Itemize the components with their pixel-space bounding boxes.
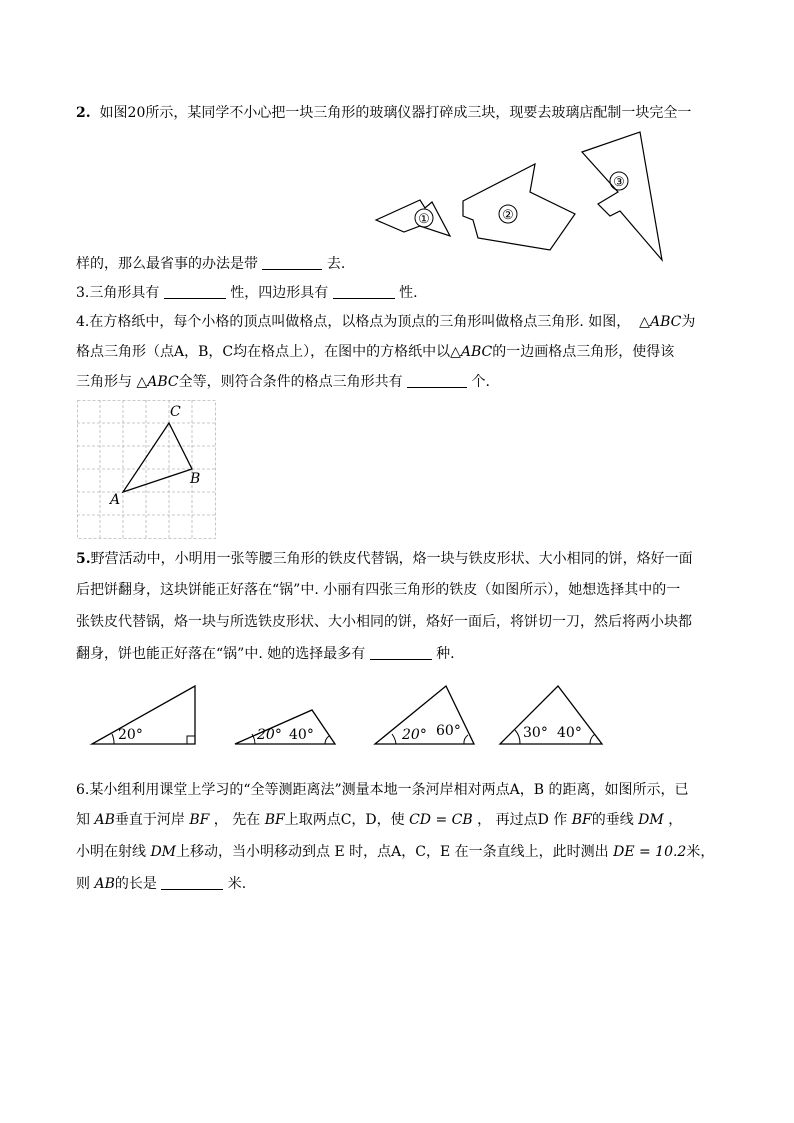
q4-text-line1d: 为 [681,314,696,330]
q4-abc-2: △ABC [450,344,493,360]
q4-grid-lines [77,400,216,539]
q6-text-line2i: ， 再过点D 作 [477,812,568,828]
q5-text-line1: 野营活动中，小明用一张等腰三角形的铁皮代替锅，烙一块与铁皮形状、大小相同的饼，烙好一面 [90,551,693,567]
q6-ab-2: AB [94,876,115,892]
q5-answer-blank[interactable] [370,645,432,660]
q4-text-line3d: 个. [471,374,490,390]
q2-text-line2a: 样的，那么最省事的办法是带 [76,256,258,272]
q5-number: 5. [76,551,91,567]
q6-line1 [76,781,689,799]
q6-ab-1: AB [94,812,115,828]
q2-text-line2b: 去. [326,256,346,272]
q4-label-a: A [110,492,121,508]
q4-text-line2a: 格点三角形（点A，B，C均在格点上），在图中的方格纸中以 [76,344,451,360]
q5-triangle-1 [92,686,195,744]
q4-label-c: C [170,404,181,420]
q4-abc-1: ABC [649,314,682,330]
q6-text-line2k: 的垂线 [591,812,634,828]
q5-triangle-4 [500,686,602,744]
q6-text-line2m: ， [668,812,683,828]
q4-line2 [76,343,674,361]
q4-answer-blank[interactable] [407,373,467,388]
q5-line3 [76,613,692,631]
q6-text-line4d: 米. [227,876,247,892]
glass-piece-2 [463,164,575,250]
q6-line2 [76,811,682,829]
q5-t2-angle-1: 20° [257,727,282,743]
q6-line4 [76,875,246,893]
glass-piece-1 [376,200,450,236]
q2-line2 [76,255,345,273]
glass-piece-3 [582,132,662,260]
q6-dm-2: DM [150,844,177,860]
q6-text-line2a: 知 [76,812,90,828]
q2-text-line1: 如图20所示，某同学不小心把一块三角形的玻璃仪器打碎成三块，现要去玻璃店配制一块完全一 [99,105,692,121]
q6-line3 [76,843,714,861]
q5-t2-angle-2: 40° [289,727,314,743]
q4-abc-3: △ABC [136,374,179,390]
q4-line3 [76,373,490,391]
q5-triangle-3 [375,686,474,744]
q5-text-line4b: 种. [436,646,455,662]
q6-bf-3: BF [571,812,592,828]
q4-text-line1a: 4.在方格纸中，每个小格的顶点叫做格点，以格点为顶点的三角形叫做格点三角形. 如图， [76,314,631,330]
q5-t4-angle-2: 40° [557,725,582,741]
q6-answer-blank[interactable] [161,875,223,890]
q6-de-value: DE = 10.2 [613,844,687,860]
glass-piece-1-label: ① [418,212,430,227]
q4-text-line3a: 三角形与 [76,374,132,390]
q3-answer-blank-2[interactable] [333,284,395,299]
q4-triangle-symbol: △ [639,314,650,330]
glass-piece-2-label: ② [502,208,514,223]
q4-grid-figure [77,400,217,540]
q5-line4 [76,645,455,663]
q6-text-line4a: 则 [76,876,90,892]
q3-answer-blank-1[interactable] [164,284,226,299]
q5-triangles-figure [90,684,610,749]
q6-text-line3c: 上移动，当小明移动到点 E 时，点A，C，E 在一条直线上，此时测出 [176,844,609,860]
q2-line1 [76,104,691,122]
q6-text-line4c: 的长是 [114,876,157,892]
glass-piece-3-label: ③ [613,175,625,190]
q4-text-line2c: 的一边画格点三角形，使得该 [492,344,675,360]
q6-cd-eq-cb: CD = CB [409,812,473,828]
q3-text-b: 性，四边形具有 [230,285,329,301]
q6-text-line3e: 米， [686,844,715,860]
q6-text-line3a: 小明在射线 [76,844,146,860]
q6-text-line1: 6.某小组利用课堂上学习的“全等测距离法”测量本地一条河岸相对两点A，B 的距离，如图所示，已 [76,782,689,798]
q4-triangle-abc [123,423,192,492]
q6-text-line2c: 垂直于河岸 [114,812,185,828]
q6-text-line2e: ， 先在 [213,812,261,828]
q2-answer-blank[interactable] [262,255,322,270]
q5-t3-angle-2: 60° [436,723,461,739]
q5-text-line3: 张铁皮代替锅，烙一块与所选铁皮形状、大小相同的饼，烙好一面后，将饼切一刀，然后将两小块都 [76,614,692,630]
q6-bf-2: BF [264,812,285,828]
q5-t1-angle-1: 20° [118,727,143,743]
q6-bf-1: BF [189,812,210,828]
q5-text-line2: 后把饼翻身，这块饼能正好落在“锅”中. 小丽有四张三角形的铁皮（如图所示），她想选择其中的一 [76,582,681,598]
q4-label-b: B [190,471,201,487]
q5-line2 [76,581,680,599]
q5-triangle-2 [235,710,335,744]
q3-text-c: 性. [399,285,418,301]
q3-line [76,284,418,302]
broken-glass-figure [370,128,670,268]
q6-dm-1: DM [638,812,664,828]
q4-line1 [76,313,695,331]
q5-line1 [76,550,693,568]
q6-text-line2g: 上取两点C，D，使 [284,812,405,828]
q5-t4-angle-1: 30° [523,725,548,741]
q5-text-line4a: 翻身，饼也能正好落在“锅”中. 她的选择最多有 [76,646,366,662]
q2-number: 2. [76,105,91,121]
q4-text-line3c: 全等，则符合条件的格点三角形共有 [178,374,403,390]
q3-text-a: 3.三角形具有 [76,285,160,301]
q5-t3-angle-1: 20° [402,727,427,743]
